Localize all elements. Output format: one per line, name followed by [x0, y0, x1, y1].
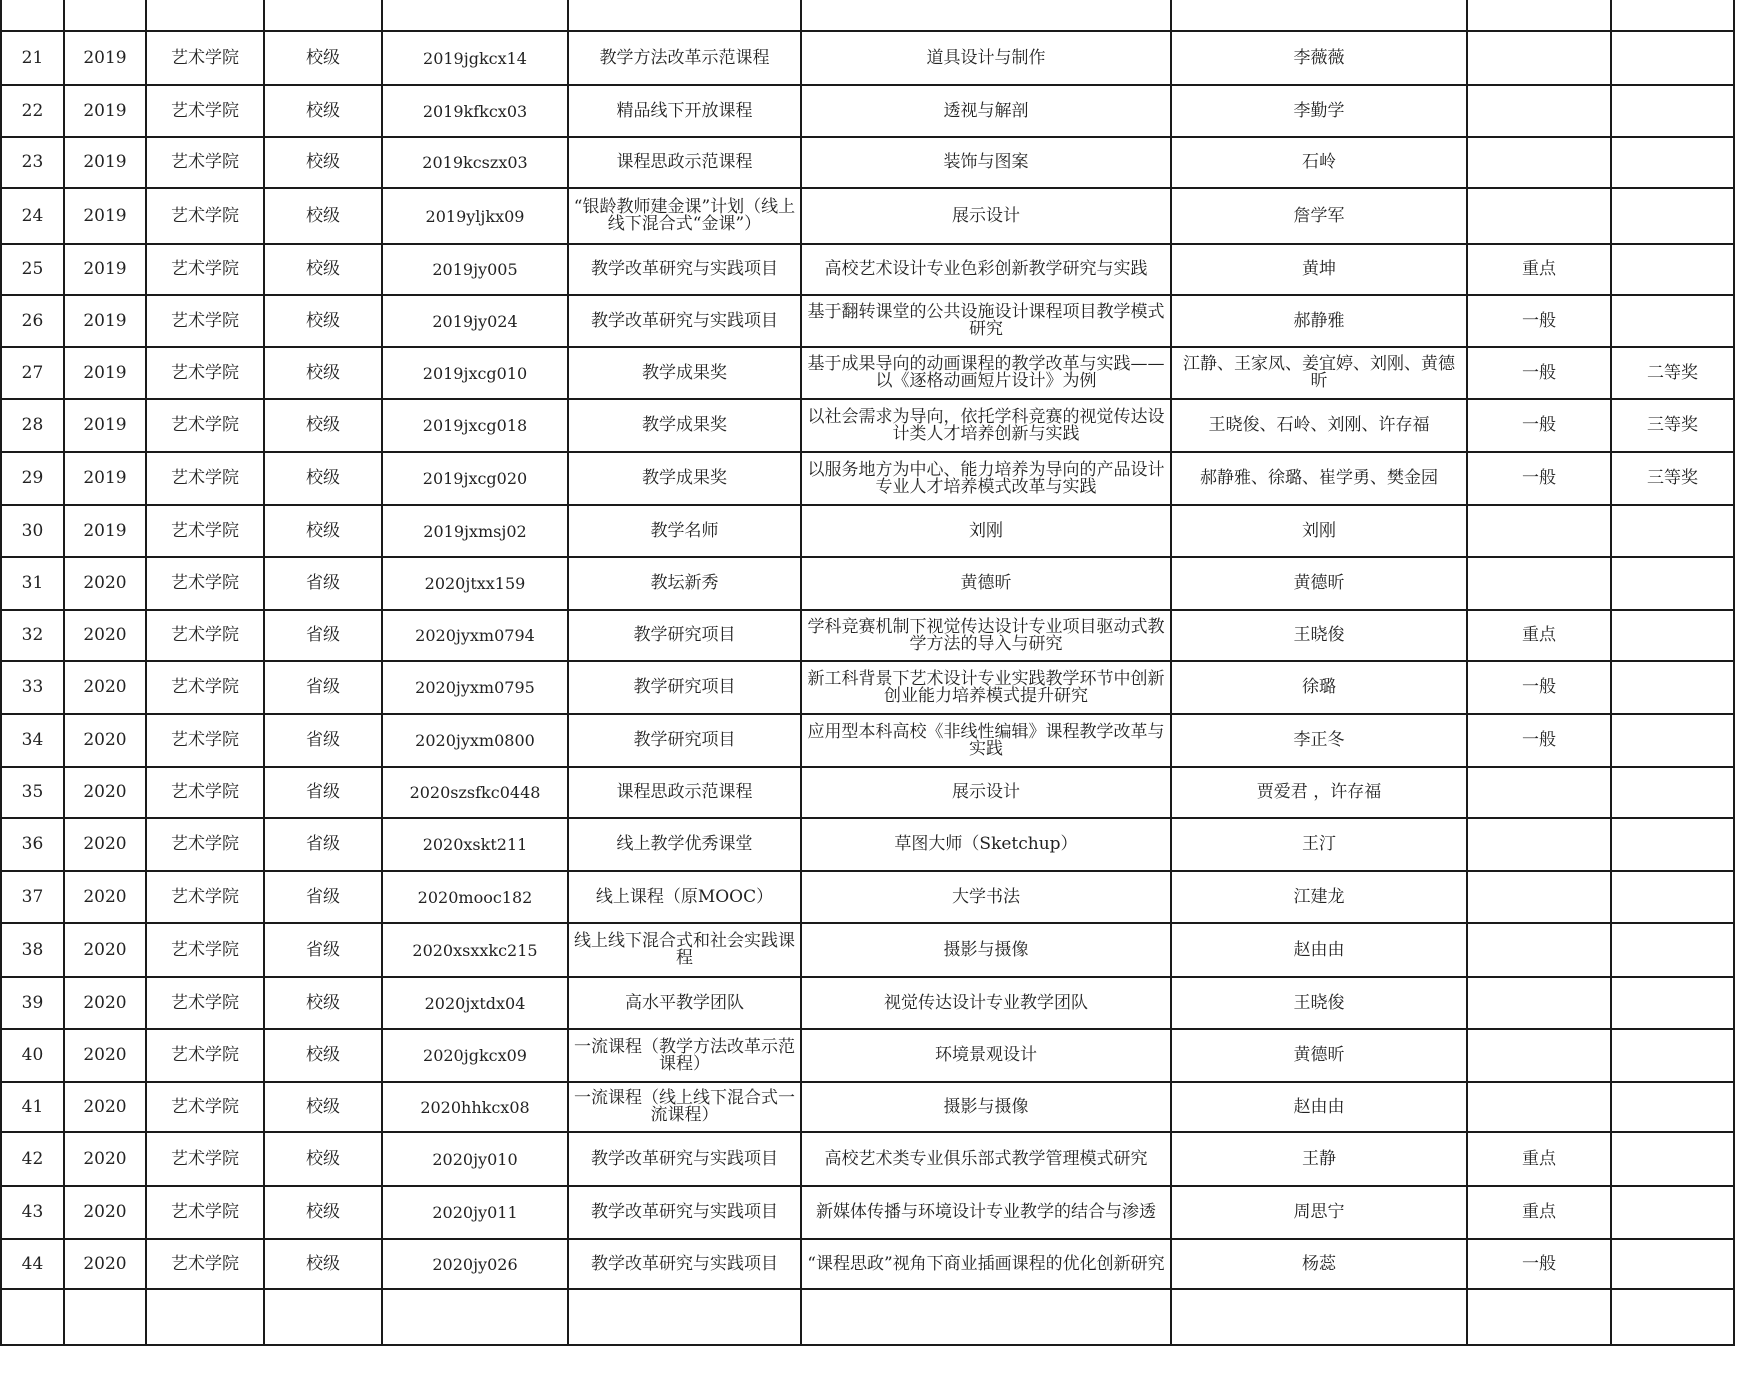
level-cell[interactable]: 校级	[264, 295, 382, 347]
project-code-cell[interactable]: 2019jxmsj02	[382, 505, 568, 557]
row-number-cell[interactable]: 34	[1, 714, 64, 767]
table-row	[1, 295, 1734, 347]
row-number-cell[interactable]: 29	[1, 452, 64, 505]
project-title-cell[interactable]: 摄影与摄像	[801, 1082, 1171, 1132]
year-cell[interactable]: 2020	[64, 923, 146, 977]
project-title-cell[interactable]: 以社会需求为导向，依托学科竞赛的视觉传达设计类人才培养创新与实践	[801, 399, 1171, 452]
year-cell[interactable]: 2019	[64, 244, 146, 295]
level-cell[interactable]: 校级	[264, 1239, 382, 1289]
level-cell[interactable]: 校级	[264, 1082, 382, 1132]
college-cell[interactable]: 艺术学院	[146, 818, 264, 871]
leader-cell[interactable]: 石岭	[1171, 137, 1467, 188]
level-cell[interactable]: 校级	[264, 137, 382, 188]
college-cell[interactable]: 艺术学院	[146, 871, 264, 923]
project-title-cell[interactable]: 新工科背景下艺术设计专业实践教学环节中创新创业能力培养模式提升研究	[801, 661, 1171, 714]
grade-cell[interactable]	[1467, 137, 1611, 188]
year-cell[interactable]: 2019	[64, 295, 146, 347]
college-cell[interactable]: 艺术学院	[146, 85, 264, 137]
project-type-cell[interactable]: 线上教学优秀课堂	[568, 818, 801, 871]
award-cell[interactable]	[1611, 923, 1734, 977]
table-row	[1, 1239, 1734, 1289]
award-cell[interactable]	[1611, 871, 1734, 923]
project-title-cell[interactable]: 草图大师（Sketchup）	[801, 818, 1171, 871]
leader-cell[interactable]: 李薇薇	[1171, 31, 1467, 85]
project-title-cell[interactable]: 应用型本科高校《非线性编辑》课程教学改革与实践	[801, 714, 1171, 767]
year-cell[interactable]: 2020	[64, 818, 146, 871]
leader-cell[interactable]: 江建龙	[1171, 871, 1467, 923]
college-cell[interactable]: 艺术学院	[146, 347, 264, 399]
project-title-cell[interactable]: 视觉传达设计专业教学团队	[801, 977, 1171, 1029]
grade-cell[interactable]	[1467, 923, 1611, 977]
award-cell[interactable]: 三等奖	[1611, 399, 1734, 452]
project-title-cell[interactable]: 高校艺术类专业俱乐部式教学管理模式研究	[801, 1132, 1171, 1186]
grade-cell[interactable]: 一般	[1467, 399, 1611, 452]
table-row	[1, 557, 1734, 610]
grade-cell[interactable]	[1467, 557, 1611, 610]
project-code-cell[interactable]: 2019jgkcx14	[382, 31, 568, 85]
award-cell[interactable]	[1611, 137, 1734, 188]
project-type-cell[interactable]: 一流课程（教学方法改革示范课程）	[568, 1029, 801, 1082]
table-row	[1, 818, 1734, 871]
project-code-cell[interactable]: 2019kfkcx03	[382, 85, 568, 137]
row-number-cell[interactable]: 38	[1, 923, 64, 977]
grade-cell[interactable]	[1467, 818, 1611, 871]
table-body	[1, 0, 1734, 1345]
grade-cell[interactable]	[1467, 31, 1611, 85]
level-cell[interactable]: 校级	[264, 505, 382, 557]
row-number-cell[interactable]: 43	[1, 1186, 64, 1239]
college-cell[interactable]: 艺术学院	[146, 767, 264, 818]
leader-cell[interactable]: 黄德昕	[1171, 1029, 1467, 1082]
year-cell[interactable]: 2020	[64, 661, 146, 714]
row-number-cell[interactable]: 41	[1, 1082, 64, 1132]
project-code-cell[interactable]: 2020mooc182	[382, 871, 568, 923]
year-cell[interactable]: 2020	[64, 1132, 146, 1186]
grade-cell[interactable]: 一般	[1467, 661, 1611, 714]
level-cell[interactable]: 校级	[264, 31, 382, 85]
project-type-cell[interactable]: 教学研究项目	[568, 661, 801, 714]
year-cell[interactable]: 2020	[64, 1029, 146, 1082]
award-cell[interactable]	[1611, 505, 1734, 557]
project-code-cell[interactable]: 2020jyxm0794	[382, 610, 568, 661]
award-cell[interactable]	[1611, 1239, 1734, 1289]
project-code-cell[interactable]: 2019jxcg018	[382, 399, 568, 452]
project-type-cell[interactable]: “银龄教师建金课”计划（线上线下混合式“金课”）	[568, 188, 801, 244]
project-type-cell[interactable]: 教坛新秀	[568, 557, 801, 610]
grade-cell[interactable]: 一般	[1467, 1239, 1611, 1289]
project-title-cell[interactable]: 道具设计与制作	[801, 31, 1171, 85]
project-title-cell[interactable]: 基于翻转课堂的公共设施设计课程项目教学模式研究	[801, 295, 1171, 347]
year-cell[interactable]: 2019	[64, 452, 146, 505]
award-cell[interactable]	[1611, 1082, 1734, 1132]
award-cell[interactable]	[1611, 1029, 1734, 1082]
project-code-cell[interactable]: 2020jy010	[382, 1132, 568, 1186]
college-cell[interactable]: 艺术学院	[146, 137, 264, 188]
project-code-cell[interactable]: 2020jtxx159	[382, 557, 568, 610]
project-title-cell[interactable]: 大学书法	[801, 871, 1171, 923]
row-number-cell[interactable]: 25	[1, 244, 64, 295]
college-cell[interactable]: 艺术学院	[146, 1029, 264, 1082]
award-cell[interactable]	[1611, 977, 1734, 1029]
project-title-cell[interactable]: 刘刚	[801, 505, 1171, 557]
level-cell[interactable]: 省级	[264, 871, 382, 923]
project-title-cell[interactable]: 展示设计	[801, 767, 1171, 818]
award-cell[interactable]	[1611, 295, 1734, 347]
project-type-cell[interactable]: 精品线下开放课程	[568, 85, 801, 137]
project-type-cell[interactable]: 线上课程（原MOOC）	[568, 871, 801, 923]
college-cell[interactable]: 艺术学院	[146, 1186, 264, 1239]
project-code-cell[interactable]: 2020jgkcx09	[382, 1029, 568, 1082]
project-code-cell[interactable]: 2020xsxxkc215	[382, 923, 568, 977]
project-type-cell[interactable]: 教学改革研究与实践项目	[568, 1186, 801, 1239]
college-cell[interactable]: 艺术学院	[146, 188, 264, 244]
leader-cell[interactable]: 赵由由	[1171, 923, 1467, 977]
leader-cell[interactable]: 李勤学	[1171, 85, 1467, 137]
grade-cell[interactable]: 重点	[1467, 610, 1611, 661]
row-number-cell[interactable]: 28	[1, 399, 64, 452]
project-title-cell[interactable]: 新媒体传播与环境设计专业教学的结合与渗透	[801, 1186, 1171, 1239]
leader-cell[interactable]: 王晓俊	[1171, 610, 1467, 661]
project-title-cell[interactable]: “课程思政”视角下商业插画课程的优化创新研究	[801, 1239, 1171, 1289]
project-type-cell[interactable]: 线上线下混合式和社会实践课程	[568, 923, 801, 977]
table-row-partial	[1, 0, 1734, 31]
college-cell[interactable]: 艺术学院	[146, 1132, 264, 1186]
year-cell[interactable]: 2019	[64, 347, 146, 399]
leader-cell[interactable]: 徐璐	[1171, 661, 1467, 714]
award-cell[interactable]	[1611, 85, 1734, 137]
row-number-cell[interactable]: 31	[1, 557, 64, 610]
row-number-cell[interactable]: 35	[1, 767, 64, 818]
leader-cell[interactable]: 黄坤	[1171, 244, 1467, 295]
level-cell[interactable]: 校级	[264, 244, 382, 295]
row-number-cell[interactable]: 21	[1, 31, 64, 85]
project-title-cell[interactable]: 以服务地方为中心、能力培养为导向的产品设计专业人才培养模式改革与实践	[801, 452, 1171, 505]
year-cell[interactable]: 2020	[64, 1186, 146, 1239]
year-cell[interactable]: 2019	[64, 31, 146, 85]
grade-cell[interactable]: 重点	[1467, 1186, 1611, 1239]
level-cell[interactable]: 省级	[264, 818, 382, 871]
row-number-cell[interactable]: 39	[1, 977, 64, 1029]
leader-cell[interactable]: 王晓俊	[1171, 977, 1467, 1029]
grade-cell[interactable]: 一般	[1467, 295, 1611, 347]
table-row	[1, 1186, 1734, 1239]
level-cell[interactable]: 省级	[264, 767, 382, 818]
grade-cell[interactable]: 重点	[1467, 1132, 1611, 1186]
award-cell[interactable]: 二等奖	[1611, 347, 1734, 399]
level-cell[interactable]: 校级	[264, 347, 382, 399]
project-code-cell[interactable]: 2020jy011	[382, 1186, 568, 1239]
college-cell[interactable]: 艺术学院	[146, 399, 264, 452]
college-cell[interactable]: 艺术学院	[146, 610, 264, 661]
grade-cell[interactable]	[1467, 767, 1611, 818]
table-row	[1, 871, 1734, 923]
project-title-cell[interactable]: 黄德昕	[801, 557, 1171, 610]
year-cell[interactable]: 2020	[64, 871, 146, 923]
college-cell[interactable]: 艺术学院	[146, 31, 264, 85]
award-cell[interactable]	[1611, 557, 1734, 610]
table-row	[1, 1082, 1734, 1132]
year-cell[interactable]: 2020	[64, 977, 146, 1029]
level-cell[interactable]: 校级	[264, 1186, 382, 1239]
leader-cell[interactable]: 江静、王家凤、姜宜婷、刘刚、黄德昕	[1171, 347, 1467, 399]
leader-cell[interactable]: 詹学军	[1171, 188, 1467, 244]
college-cell[interactable]: 艺术学院	[146, 244, 264, 295]
row-number-cell[interactable]: 40	[1, 1029, 64, 1082]
award-cell[interactable]	[1611, 818, 1734, 871]
award-cell[interactable]	[1611, 1132, 1734, 1186]
level-cell[interactable]: 省级	[264, 610, 382, 661]
project-code-cell[interactable]: 2020szsfkc0448	[382, 767, 568, 818]
project-code-cell[interactable]: 2019jxcg010	[382, 347, 568, 399]
level-cell[interactable]: 校级	[264, 188, 382, 244]
level-cell[interactable]: 校级	[264, 85, 382, 137]
award-cell[interactable]	[1611, 31, 1734, 85]
college-cell[interactable]: 艺术学院	[146, 977, 264, 1029]
row-number-cell[interactable]: 24	[1, 188, 64, 244]
level-cell[interactable]: 省级	[264, 714, 382, 767]
level-cell[interactable]: 省级	[264, 923, 382, 977]
table-row	[1, 188, 1734, 244]
project-code-cell[interactable]: 2020jyxm0800	[382, 714, 568, 767]
college-cell[interactable]: 艺术学院	[146, 714, 264, 767]
leader-cell[interactable]: 郝静雅	[1171, 295, 1467, 347]
leader-cell[interactable]: 王汀	[1171, 818, 1467, 871]
table-row	[1, 1132, 1734, 1186]
project-title-cell[interactable]: 环境景观设计	[801, 1029, 1171, 1082]
college-cell[interactable]: 艺术学院	[146, 505, 264, 557]
project-type-cell[interactable]: 教学改革研究与实践项目	[568, 244, 801, 295]
table-row	[1, 452, 1734, 505]
row-number-cell[interactable]: 26	[1, 295, 64, 347]
table-row	[1, 505, 1734, 557]
project-code-cell[interactable]: 2020hhkcx08	[382, 1082, 568, 1132]
project-type-cell[interactable]: 一流课程（线上线下混合式一流课程）	[568, 1082, 801, 1132]
project-type-cell[interactable]: 教学名师	[568, 505, 801, 557]
row-number-cell[interactable]: 32	[1, 610, 64, 661]
project-type-cell[interactable]: 教学成果奖	[568, 347, 801, 399]
leader-cell[interactable]: 黄德昕	[1171, 557, 1467, 610]
leader-cell[interactable]: 贾爱君 ，许存福	[1171, 767, 1467, 818]
project-code-cell[interactable]: 2019kcszx03	[382, 137, 568, 188]
row-number-cell[interactable]: 27	[1, 347, 64, 399]
project-type-cell[interactable]: 教学研究项目	[568, 714, 801, 767]
project-title-cell[interactable]: 展示设计	[801, 188, 1171, 244]
level-cell[interactable]: 校级	[264, 452, 382, 505]
grade-cell[interactable]	[1467, 505, 1611, 557]
grade-cell[interactable]	[1467, 1029, 1611, 1082]
award-cell[interactable]	[1611, 610, 1734, 661]
level-cell[interactable]: 校级	[264, 399, 382, 452]
table-row	[1, 714, 1734, 767]
project-title-cell[interactable]: 摄影与摄像	[801, 923, 1171, 977]
award-cell[interactable]	[1611, 188, 1734, 244]
year-cell[interactable]: 2019	[64, 505, 146, 557]
table-row	[1, 399, 1734, 452]
project-code-cell[interactable]: 2020xskt211	[382, 818, 568, 871]
college-cell[interactable]: 艺术学院	[146, 661, 264, 714]
row-number-cell[interactable]: 42	[1, 1132, 64, 1186]
project-type-cell[interactable]: 教学成果奖	[568, 452, 801, 505]
grade-cell[interactable]: 一般	[1467, 347, 1611, 399]
project-title-cell[interactable]: 高校艺术设计专业色彩创新教学研究与实践	[801, 244, 1171, 295]
award-cell[interactable]	[1611, 714, 1734, 767]
row-number-cell[interactable]: 30	[1, 505, 64, 557]
leader-cell[interactable]: 王晓俊、石岭、刘刚、许存福	[1171, 399, 1467, 452]
project-code-cell[interactable]: 2020jy026	[382, 1239, 568, 1289]
leader-cell[interactable]: 刘刚	[1171, 505, 1467, 557]
table-row	[1, 610, 1734, 661]
year-cell[interactable]: 2020	[64, 610, 146, 661]
level-cell[interactable]: 校级	[264, 1132, 382, 1186]
award-cell[interactable]	[1611, 661, 1734, 714]
level-cell[interactable]: 校级	[264, 977, 382, 1029]
year-cell[interactable]: 2019	[64, 399, 146, 452]
year-cell[interactable]: 2019	[64, 85, 146, 137]
row-number-cell[interactable]: 36	[1, 818, 64, 871]
level-cell[interactable]: 省级	[264, 557, 382, 610]
year-cell[interactable]: 2020	[64, 1239, 146, 1289]
college-cell[interactable]: 艺术学院	[146, 923, 264, 977]
project-code-cell[interactable]: 2020jxtdx04	[382, 977, 568, 1029]
award-cell[interactable]	[1611, 767, 1734, 818]
row-number-cell[interactable]: 23	[1, 137, 64, 188]
row-number-cell[interactable]: 44	[1, 1239, 64, 1289]
year-cell[interactable]: 2019	[64, 137, 146, 188]
leader-cell[interactable]: 王静	[1171, 1132, 1467, 1186]
leader-cell[interactable]: 郝静雅、徐璐、崔学勇、樊金园	[1171, 452, 1467, 505]
college-cell[interactable]: 艺术学院	[146, 1082, 264, 1132]
table-row	[1, 977, 1734, 1029]
year-cell[interactable]: 2019	[64, 188, 146, 244]
year-cell[interactable]: 2020	[64, 714, 146, 767]
row-number-cell[interactable]: 22	[1, 85, 64, 137]
table-row	[1, 31, 1734, 85]
level-cell[interactable]: 省级	[264, 661, 382, 714]
project-code-cell[interactable]: 2019yljkx09	[382, 188, 568, 244]
grade-cell[interactable]	[1467, 188, 1611, 244]
college-cell[interactable]: 艺术学院	[146, 1239, 264, 1289]
project-type-cell[interactable]: 教学研究项目	[568, 610, 801, 661]
project-code-cell[interactable]: 2019jy005	[382, 244, 568, 295]
year-cell[interactable]: 2020	[64, 1082, 146, 1132]
grade-cell[interactable]	[1467, 85, 1611, 137]
grade-cell[interactable]	[1467, 1082, 1611, 1132]
project-type-cell[interactable]: 课程思政示范课程	[568, 767, 801, 818]
project-title-cell[interactable]: 装饰与图案	[801, 137, 1171, 188]
table-row	[1, 923, 1734, 977]
table-row	[1, 767, 1734, 818]
year-cell[interactable]: 2020	[64, 557, 146, 610]
year-cell[interactable]: 2020	[64, 767, 146, 818]
grade-cell[interactable]: 一般	[1467, 714, 1611, 767]
table-row	[1, 1029, 1734, 1082]
college-cell[interactable]: 艺术学院	[146, 295, 264, 347]
project-code-cell[interactable]: 2020jyxm0795	[382, 661, 568, 714]
project-type-cell[interactable]: 教学成果奖	[568, 399, 801, 452]
college-cell[interactable]: 艺术学院	[146, 452, 264, 505]
project-type-cell[interactable]: 教学改革研究与实践项目	[568, 1239, 801, 1289]
table-row-partial	[1, 1289, 1734, 1345]
project-type-cell[interactable]: 教学方法改革示范课程	[568, 31, 801, 85]
leader-cell[interactable]: 赵由由	[1171, 1082, 1467, 1132]
award-cell[interactable]	[1611, 1186, 1734, 1239]
grade-cell[interactable]	[1467, 871, 1611, 923]
table-row	[1, 85, 1734, 137]
leader-cell[interactable]: 周思宁	[1171, 1186, 1467, 1239]
grade-cell[interactable]: 一般	[1467, 452, 1611, 505]
project-title-cell[interactable]: 学科竞赛机制下视觉传达设计专业项目驱动式教学方法的导入与研究	[801, 610, 1171, 661]
table-row	[1, 244, 1734, 295]
project-code-cell[interactable]: 2019jxcg020	[382, 452, 568, 505]
table-row	[1, 347, 1734, 399]
project-type-cell[interactable]: 教学改革研究与实践项目	[568, 295, 801, 347]
level-cell[interactable]: 校级	[264, 1029, 382, 1082]
project-type-cell[interactable]: 课程思政示范课程	[568, 137, 801, 188]
table-row	[1, 661, 1734, 714]
award-cell[interactable]: 三等奖	[1611, 452, 1734, 505]
college-cell[interactable]: 艺术学院	[146, 557, 264, 610]
row-number-cell[interactable]: 33	[1, 661, 64, 714]
project-title-cell[interactable]: 基于成果导向的动画课程的教学改革与实践——以《逐格动画短片设计》为例	[801, 347, 1171, 399]
leader-cell[interactable]: 杨蕊	[1171, 1239, 1467, 1289]
award-cell[interactable]	[1611, 244, 1734, 295]
grade-cell[interactable]	[1467, 977, 1611, 1029]
grade-cell[interactable]: 重点	[1467, 244, 1611, 295]
row-number-cell[interactable]: 37	[1, 871, 64, 923]
project-type-cell[interactable]: 教学改革研究与实践项目	[568, 1132, 801, 1186]
project-title-cell[interactable]: 透视与解剖	[801, 85, 1171, 137]
project-code-cell[interactable]: 2019jy024	[382, 295, 568, 347]
table-row	[1, 137, 1734, 188]
project-type-cell[interactable]: 高水平教学团队	[568, 977, 801, 1029]
leader-cell[interactable]: 李正冬	[1171, 714, 1467, 767]
